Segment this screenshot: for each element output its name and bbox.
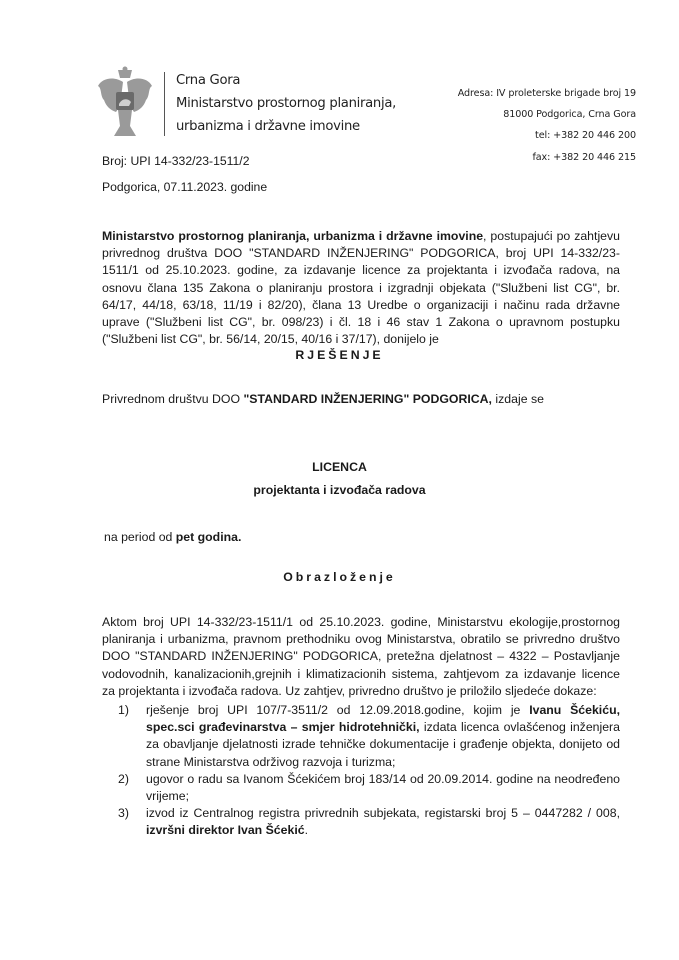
license-subtitle: projektanta i izvođača radova — [253, 483, 426, 497]
grant-line: Privrednom društvu DOO "STANDARD INŽENJERING" PODGORICA, izdaje se — [102, 392, 544, 406]
reasoning-line-2: planiranja i urbanizma, pravnom prethodniku ovog Ministarstva, obratilo se privredno društvo — [102, 632, 620, 647]
country-name: Crna Gora — [176, 73, 241, 88]
intro-line-2: privrednog društva DOO "STANDARD INŽENJERING" PODGORICA, broj UPI 14-332/23- — [102, 246, 620, 261]
reasoning-line-5: za projektanta i izvođača radova. Uz zahtjev, privredno društvo je priložilo sljedeće dokaze: — [102, 683, 597, 698]
evidence-item-3: 3) izvod iz Centralnog registra privrednih subjekata, registarski broj 5 – 0447282 / 008, izvršni direktor Ivan Šćekić. — [118, 806, 620, 838]
evidence-item-1: 1) rješenje broj UPI 107/7-3511/2 od 12.09.2018.godine, kojim je Ivanu Šćekiću, spec.sci građevinarstva – smjer hidrotehnički, izdata licenca ovlašćenog inženjera za obavljanje djelatnosti izrade tehničke dokumentacije i građenje objekta, donijeto od strane Ministarstva održivog razvoja i turizma; — [118, 703, 620, 769]
license-title: LICENCA — [312, 460, 367, 474]
address-city: 81000 Podgorica, Crna Gora — [503, 109, 636, 120]
intro-line-6: uprave ("Službeni list CG", br. 098/23) i čl. 18 i 46 stav 1 Zakona o upravnom postupku — [102, 315, 620, 330]
header-divider — [164, 72, 165, 136]
decision-title: RJEŠENJE — [295, 348, 384, 362]
reasoning-paragraph — [102, 614, 620, 700]
document-place-date: Podgorica, 07.11.2023. godine — [102, 180, 268, 194]
address-tel: tel: +382 20 446 200 — [535, 130, 636, 141]
intro-paragraph — [102, 228, 620, 348]
intro-line-3: 1511/1 od 25.10.2023. godine, za izdavanje licence za projektanta i izvođača radova, na — [102, 263, 620, 278]
reasoning-line-3: DOO "STANDARD INŽENJERING" PODGORICA, pretežna djelatnost – 4322 – Postavljanje — [102, 649, 620, 664]
intro-line-5: 64/17, 44/18, 63/18, 11/19 i 82/20), člana 13 Uredbe o organizaciji i načinu rada državne — [102, 297, 620, 312]
ministry-name-line2: urbanizma i državne imovine — [176, 119, 360, 134]
reasoning-line-1: Aktom broj UPI 14-332/23-1511/1 od 25.10.2023. godine, Ministarstvu ekologije,prostornog — [102, 615, 620, 629]
reasoning-title: Obrazloženje — [283, 570, 396, 584]
address-fax: fax: +382 20 446 215 — [532, 152, 636, 163]
evidence-list — [118, 702, 620, 840]
intro-line-4: osnovu člana 135 Zakona o planiranju prostora i izgradnji objekata ("Službeni list CG", br. — [102, 280, 620, 295]
intro-line-7: ("Službeni list CG", br. 56/14, 20/15, 40/16 i 37/17), donijelo je — [102, 332, 439, 347]
company-name: "STANDARD INŽENJERING" PODGORICA, — [243, 392, 492, 406]
license-period: na period od pet godina. — [104, 530, 242, 544]
reasoning-line-4: vodovodnih, kanalizacionih,grejnih i klimatizacionih sistema, zahtjevom za izdavanje licence — [102, 666, 620, 681]
intro-line-1: Ministarstvo prostornog planiranja, urbanizma i državne imovine, postupajući po zahtjevu — [102, 229, 620, 243]
montenegro-coat-of-arms-icon — [96, 66, 154, 140]
evidence-item-2: 2) ugovor o radu sa Ivanom Šćekićem broj 183/14 od 20.09.2014. godine na neodređeno vrijeme; — [118, 771, 620, 804]
address-street: Adresa: IV proleterske brigade broj 19 — [457, 88, 636, 99]
ministry-name-line1: Ministarstvo prostornog planiranja, — [176, 96, 397, 111]
document-number: Broj: UPI 14-332/23-1511/2 — [102, 154, 250, 168]
